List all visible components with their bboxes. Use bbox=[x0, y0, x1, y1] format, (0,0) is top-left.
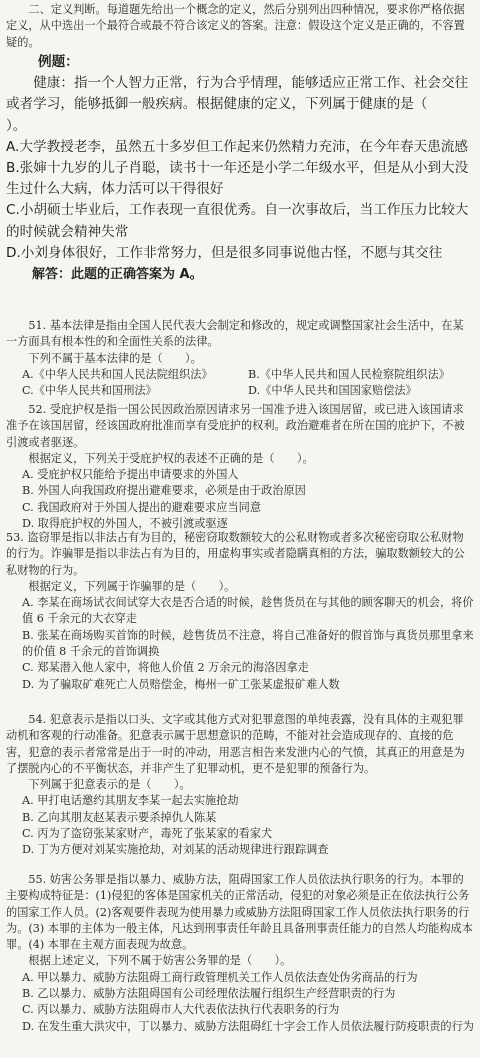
q51-options-row1 bbox=[6, 367, 474, 383]
q51-options-row2 bbox=[6, 383, 474, 399]
q55-option-a: A. 甲以暴力、威胁方法阻碍工商行政管理机关工作人员依法查处伪劣商品的行为 bbox=[22, 970, 418, 984]
intro-section bbox=[6, 2, 474, 51]
q55-definition: 55. 妨害公务罪是指以暴力、威胁方法，阻碍国家工作人员依法执行职务的行为。本罪的主要构成特征是：(1)侵犯的客体是国家机关的正常活动，侵犯的对象必须是正在依法执行公务的国家工作人员。(2)客观要件表现为使用暴力或威胁方法阻碍国家工作人员依法执行职务的行为。(3) 本罪的主体为一般主体，凡达到刑事责任年龄且具备刑事责任能力的自然人均能构成本罪。(4) 本罪在主观方面表现为故意。 bbox=[6, 873, 473, 952]
question-55 bbox=[6, 872, 474, 1035]
q54-option-a: A. 甲打电话邀约其朋友李某一起去实施抢劫 bbox=[22, 794, 239, 808]
example-option-c: C.小胡硕士毕业后，工作表现一直很优秀。自一次事故后，当工作压力比较大的时候就会精神失常 bbox=[6, 202, 469, 240]
q53-option-a: A. 李某在商场试衣间试穿大衣是否合适的时候，趁售货员在与其他的顾客聊天的机会，将价值 6 千余元的大衣穿走 bbox=[22, 596, 474, 626]
question-51 bbox=[6, 318, 474, 399]
q52-question: 根据定义，下列关于受庇护权的表述不正确的是（ ）。 bbox=[28, 451, 314, 465]
q52-option-b: B. 外国人向我国政府提出避难要求，必须是由于政治原因 bbox=[22, 484, 306, 498]
question-52 bbox=[6, 402, 474, 532]
q51-question: 下列不属于基本法律的是（ ）。 bbox=[28, 351, 202, 365]
q55-option-d: D. 在发生重大洪灾中，丁以暴力、威胁方法阻碍红十字会工作人员依法履行防疫职责的行为 bbox=[22, 1019, 474, 1033]
example-option-d: D.小刘身体很好，工作非常努力，但是很多同事说他古怪，不愿与其交往 bbox=[6, 244, 443, 261]
q55-option-b: B. 乙以暴力、威胁方法阻碍国有公司经理依法履行组织生产经营职责的行为 bbox=[22, 987, 396, 1001]
q54-option-b: B. 乙向其朋友赵某表示要杀掉仇人陈某 bbox=[22, 810, 217, 824]
q51-definition: 51. 基本法律是指由全国人民代表大会制定和修改的，规定或调整国家社会生活中，在某一方面具有根本性的和全面性关系的法律。 bbox=[6, 319, 464, 349]
q51-option-b: B.《中华人民共和国人民检察院组织法》 bbox=[248, 367, 450, 381]
q53-option-b: B. 张某在商场购买首饰的时候，趁售货员不注意，将自己准备好的假首饰与真货员那里拿来的价值 8 千余元的首饰调换 bbox=[22, 628, 474, 659]
q54-definition: 54. 犯意表示是指以口头、文字或其他方式对犯罪意图的单纯表露，没有具体的主观犯罪动机和客观的行动准备。犯意表示属于思想意识的范畴，不能对社会造成现存的、直接的危害，犯意的表示者常常是出于一时的冲动，用恶言相告来发泄内心的气愤，其真正的用意是为了摆脱内心的不平衡状态，并非产生了犯罪动机，更不是犯罪的预备行为。 bbox=[6, 713, 465, 775]
q52-option-c: C. 我国政府对于外国人提出的避难要求应当同意 bbox=[22, 500, 262, 514]
q51-option-a: A.《中华人民共和国人民法院组织法》 bbox=[22, 367, 213, 381]
q52-option-a: A. 受庇护权只能给予提出申请要求的外国人 bbox=[22, 468, 239, 482]
q51-option-d: D.《中华人民共和国国家赔偿法》 bbox=[248, 384, 417, 398]
q55-option-c: C. 丙以暴力、威胁方法阻碍市人大代表依法执行代表职务的行为 bbox=[22, 1003, 340, 1017]
example-heading: 例题： bbox=[38, 54, 79, 70]
question-54 bbox=[6, 712, 474, 859]
question-53 bbox=[6, 530, 474, 693]
example-section bbox=[6, 52, 474, 285]
example-option-a: A.大学教授老李，虽然五十多岁但工作起来仍然精力充沛，在今年春天患流感 bbox=[6, 138, 468, 155]
example-answer: 解答：此题的正确答案为 A。 bbox=[32, 267, 203, 283]
q53-option-c: C. 郑某潜入他人家中，将他人价值 2 万余元的海洛因拿走 bbox=[22, 661, 309, 675]
q52-definition: 52. 受庇护权是指一国公民因政治原因请求另一国准予进入该国居留，或已进入该国请求准予在该国居留，经该国政府批准而享有受庇护的权利。政治避难者在所在国的庇护下，不被引渡或者驱逐。 bbox=[6, 403, 465, 449]
q55-question: 根据上述定义，下列不属于妨害公务罪的是（ ）。 bbox=[28, 954, 292, 968]
q53-option-d: D. 为了骗取矿难死亡人员赔偿金，梅州一矿工张某虚报矿难人数 bbox=[22, 677, 340, 691]
q53-question: 根据定义，下列属于诈骗罪的是（ ）。 bbox=[28, 579, 236, 593]
q54-question: 下列属于犯意表示的是（ ）。 bbox=[28, 778, 191, 792]
intro-paragraph: 二、定义判断。每道题先给出一个概念的定义，然后分别列出四种情况，要求你严格依据定义，从中选出一个最符合或最不符合该定义的答案。注意：假设这个定义是正确的，不容置疑的。 bbox=[6, 3, 465, 49]
example-option-b: B.张婶十九岁的儿子肖聪，读书十一年还是小学二年级水平，但是从小到大没生过什么大病，体力活可以干得很好 bbox=[6, 160, 469, 198]
q52-option-d: D. 取得庇护权的外国人，不被引渡或驱逐 bbox=[22, 517, 228, 531]
q54-option-d: D. 丁为方便对刘某实施抢劫，对刘某的活动规律进行跟踪调查 bbox=[22, 843, 329, 857]
q53-definition: 53. 盗窃罪是指以非法占有为目的，秘密窃取数额较大的公私财物或者多次秘密窃取公私财物的行为。诈骗罪是指以非法占有为目的，用虚构事实或者隐瞒真相的方法，骗取数额较大的公私财物的行为。 bbox=[6, 531, 465, 577]
q54-option-c: C. 丙为了盗窃张某家财产，毒死了张某家的看家犬 bbox=[22, 827, 273, 841]
q51-option-c: C.《中华人民共和国刑法》 bbox=[22, 384, 157, 398]
example-definition: 健康：指一个人智力正常，行为合乎情理，能够适应正常工作、社会交往或者学习，能够抵御一般疾病。根据健康的定义，下列属于健康的是（ ）。 bbox=[6, 75, 469, 134]
